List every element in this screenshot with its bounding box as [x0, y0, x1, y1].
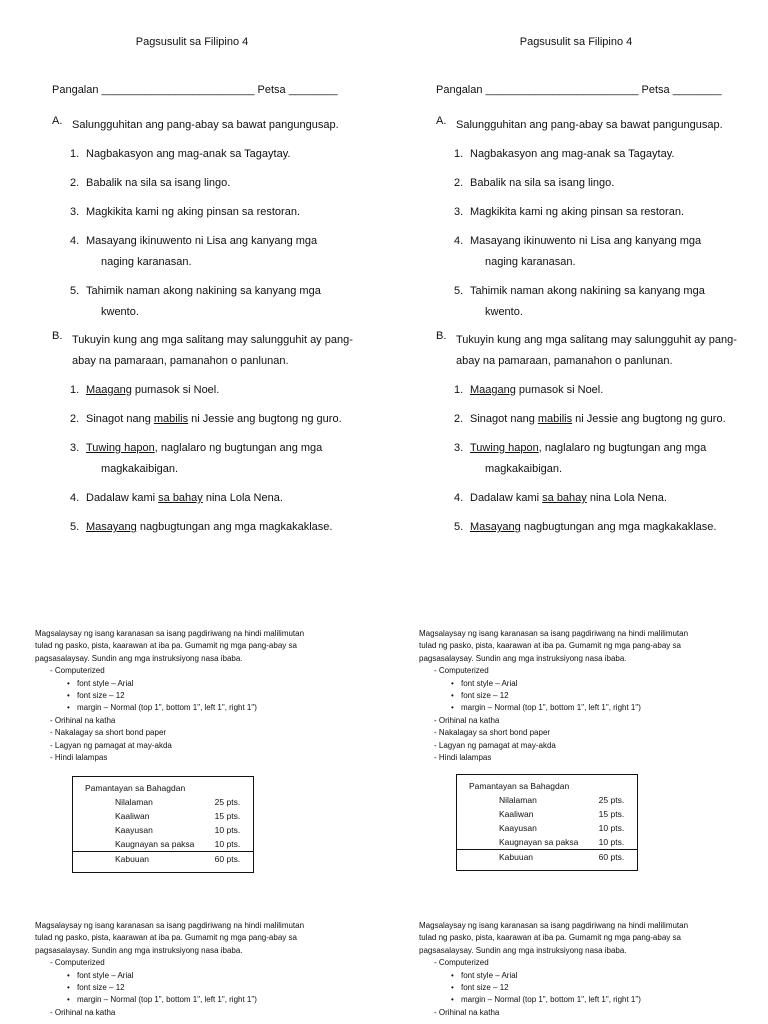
essay-prompt-line: Magsalaysay ng isang karanasan sa isang pagdiriwang na hindi malilimutan	[35, 921, 305, 930]
essay-prompt-line: pagsasalaysay. Sundin ang mga instruksiyong nasa ibaba.	[35, 653, 243, 663]
essay-prompt-line: pagsasalaysay. Sundin ang mga instruksiyong nasa ibaba.	[419, 653, 627, 663]
rubric-row: Nilalaman 25 pts.	[499, 795, 625, 805]
essay-prompt-line: pagsasalaysay. Sundin ang mga instruksiyong nasa ibaba.	[419, 945, 627, 955]
requirement: - Nakalagay sa short bond paper	[50, 728, 167, 738]
essay-instructions	[35, 628, 335, 764]
section-a	[436, 115, 746, 323]
list-item: 1. Maagang pumasok si Noel.	[454, 384, 604, 396]
rubric-row: Kaugnayan sa paksa 10 pts.	[73, 837, 253, 852]
section-instruction: Tukuyin kung ang mga salitang may salungguhit ay pang-abay na pamaraan, pamanahon o panlunan.	[456, 334, 737, 367]
requirement: - Hindi lalampas	[50, 753, 108, 763]
format-rule: • font size – 12	[35, 690, 335, 702]
list-item: 5. Masayang nagbugtungan ang mga magkakaklase.	[454, 521, 717, 533]
requirement: - Computerized	[50, 958, 105, 968]
format-rule: • margin – Normal (top 1", bottom 1", left 1", right 1")	[419, 994, 719, 1006]
essay-instructions	[419, 628, 719, 764]
list-item: 4. Masayang ikinuwento ni Lisa ang kanyang mga naging karanasan.	[70, 235, 318, 268]
format-rule: • margin – Normal (top 1", bottom 1", left 1", right 1")	[419, 702, 719, 714]
section-b	[436, 330, 746, 538]
format-rule: • margin – Normal (top 1", bottom 1", left 1", right 1")	[35, 702, 335, 714]
list-item: 4. Dadalaw kami sa bahay nina Lola Nena.	[70, 492, 283, 504]
requirement: - Hindi lalampas	[434, 753, 492, 763]
list-item: 3. Tuwing hapon, naglalaro ng bugtungan ang mga magkakaibigan.	[454, 442, 707, 475]
format-rule: • font style – Arial	[35, 970, 335, 982]
list-item: 2. Babalik na sila sa isang lingo.	[454, 177, 615, 189]
rubric-title: Pamantayan sa Bahagdan	[85, 783, 186, 793]
essay-prompt-line: pagsasalaysay. Sundin ang mga instruksiyong nasa ibaba.	[35, 945, 243, 955]
list-item: 4. Masayang ikinuwento ni Lisa ang kanyang mga naging karanasan.	[454, 235, 702, 268]
requirement: - Lagyan ng pamagat at may-akda	[50, 740, 172, 750]
essay-prompt-line: tulad ng pasko, pista, kaarawan at iba pa. Gumamit ng mga pang-abay sa	[35, 641, 297, 651]
essay-instructions	[35, 920, 335, 1019]
format-rule: • font style – Arial	[35, 678, 335, 690]
list-item: 1. Maagang pumasok si Noel.	[70, 384, 220, 396]
section-instruction: Salungguhitan ang pang-abay sa bawat pangungusap.	[456, 119, 723, 131]
format-rule: • font style – Arial	[419, 678, 719, 690]
requirement: - Computerized	[50, 666, 105, 676]
list-item: 1. Nagbakasyon ang mag-anak sa Tagaytay.	[70, 148, 291, 160]
rubric-total: Kabuuan 60 pts.	[115, 854, 241, 864]
rubric-title: Pamantayan sa Bahagdan	[469, 781, 570, 791]
essay-instructions	[419, 920, 719, 1019]
requirement: - Computerized	[434, 958, 489, 968]
rubric-row: Kaugnayan sa paksa 10 pts.	[457, 835, 637, 850]
list-item: 5. Tahimik naman akong nakining sa kanyang mga kwento.	[454, 285, 705, 318]
list-item: 2. Babalik na sila sa isang lingo.	[70, 177, 231, 189]
section-instruction: Salungguhitan ang pang-abay sa bawat pangungusap.	[72, 119, 339, 131]
list-item: 3. Magkikita kami ng aking pinsan sa restoran.	[70, 206, 300, 218]
rubric-row: Nilalaman 25 pts.	[115, 797, 241, 807]
section-a	[52, 115, 362, 323]
essay-prompt-line: tulad ng pasko, pista, kaarawan at iba pa. Gumamit ng mga pang-abay sa	[35, 933, 297, 943]
rubric-row: Kaaliwan 15 pts.	[499, 809, 625, 819]
section-instruction: Tukuyin kung ang mga salitang may salungguhit ay pang-abay na pamaraan, pamanahon o panlunan.	[72, 334, 353, 367]
list-item: 5. Tahimik naman akong nakining sa kanyang mga kwento.	[70, 285, 321, 318]
essay-prompt-line: Magsalaysay ng isang karanasan sa isang pagdiriwang na hindi malilimutan	[419, 629, 689, 638]
list-item: 3. Magkikita kami ng aking pinsan sa restoran.	[454, 206, 684, 218]
format-rule: • font size – 12	[35, 982, 335, 994]
requirement: - Lagyan ng pamagat at may-akda	[434, 740, 556, 750]
rubric-box	[72, 776, 254, 873]
list-item: 4. Dadalaw kami sa bahay nina Lola Nena.	[454, 492, 667, 504]
rubric-row: Kaaliwan 15 pts.	[115, 811, 241, 821]
essay-prompt-line: Magsalaysay ng isang karanasan sa isang pagdiriwang na hindi malilimutan	[35, 629, 305, 638]
format-rule: • margin – Normal (top 1", bottom 1", left 1", right 1")	[35, 994, 335, 1006]
rubric-row: Kaayusan 10 pts.	[499, 823, 625, 833]
requirement: - Computerized	[434, 666, 489, 676]
format-rule: • font size – 12	[419, 982, 719, 994]
requirement: - Nakalagay sa short bond paper	[434, 728, 551, 738]
essay-prompt-line: Magsalaysay ng isang karanasan sa isang pagdiriwang na hindi malilimutan	[419, 921, 689, 930]
section-letter: B.	[436, 330, 447, 342]
essay-prompt-line: tulad ng pasko, pista, kaarawan at iba pa. Gumamit ng mga pang-abay sa	[419, 641, 681, 651]
format-rule: • font size – 12	[419, 690, 719, 702]
quiz-title: Pagsusulit sa Filipino 4	[519, 36, 633, 48]
right-copy	[384, 0, 768, 1024]
requirement: - Orihinal na katha	[434, 715, 500, 725]
requirement: - Orihinal na katha	[50, 715, 116, 725]
section-letter: B.	[52, 330, 63, 342]
essay-prompt-line: tulad ng pasko, pista, kaarawan at iba pa. Gumamit ng mga pang-abay sa	[419, 933, 681, 943]
list-item: 2. Sinagot nang mabilis ni Jessie ang bugtong ng guro.	[70, 413, 342, 425]
requirement: - Orihinal na katha	[50, 1007, 116, 1017]
section-b	[52, 330, 362, 538]
section-letter: A.	[436, 115, 447, 127]
name-date-line: Pangalan _________________________ Petsa ________	[436, 84, 722, 96]
list-item: 1. Nagbakasyon ang mag-anak sa Tagaytay.	[454, 148, 675, 160]
rubric-box	[456, 774, 638, 871]
section-letter: A.	[52, 115, 63, 127]
list-item: 3. Tuwing hapon, naglalaro ng bugtungan ang mga magkakaibigan.	[70, 442, 323, 475]
list-item: 2. Sinagot nang mabilis ni Jessie ang bugtong ng guro.	[454, 413, 726, 425]
requirement: - Orihinal na katha	[434, 1007, 500, 1017]
rubric-row: Kaayusan 10 pts.	[115, 825, 241, 835]
rubric-total: Kabuuan 60 pts.	[499, 852, 625, 862]
format-rule: • font style – Arial	[419, 970, 719, 982]
quiz-title: Pagsusulit sa Filipino 4	[135, 36, 249, 48]
name-date-line: Pangalan _________________________ Petsa ________	[52, 84, 338, 96]
list-item: 5. Masayang nagbugtungan ang mga magkakaklase.	[70, 521, 333, 533]
